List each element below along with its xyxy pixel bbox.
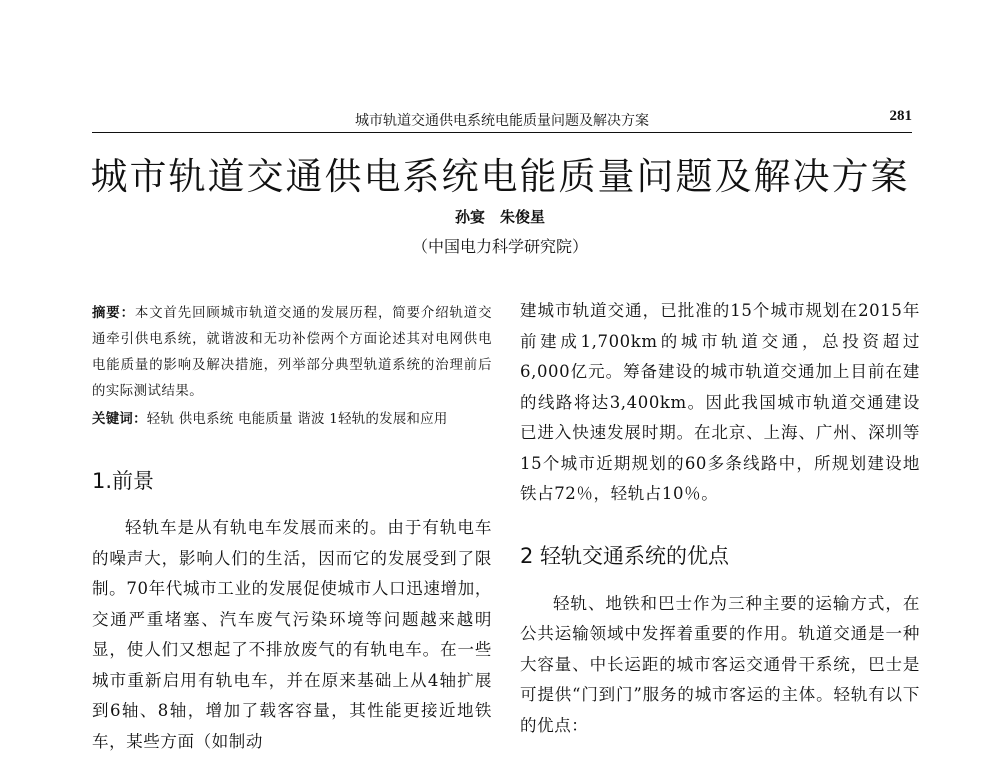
abstract bbox=[92, 300, 492, 405]
paper-authors: 孙宴 朱俊星 bbox=[454, 208, 545, 226]
keywords-label: 关键词： bbox=[92, 411, 147, 427]
section-2-paragraph: 轻轨、地铁和巴士作为三种主要的运输方式，在公共运输领域中发挥着重要的作用。轨道交通是一种大容量、中长运距的城市客运交通骨干系统，巴士是可提供“门到门”服务的城市客运的主体。轻轨有以下的优点： bbox=[520, 593, 920, 735]
page-number: 281 bbox=[889, 108, 912, 124]
abstract-label: 摘要： bbox=[92, 305, 135, 321]
section-1-paragraph: 轻轨车是从有轨电车发展而来的。由于有轨电车的噪声大，影响人们的生活，因而它的发展受到了限制。70年代城市工业的发展促使城市人口迅速增加，交通严重堵塞、汽车废气污染环境等问题越来越明显，使人们又想起了不排放废气的有轨电车。在一些城市重新启用有轨电车，并在原来基础上从4轴扩展到6轴、8轴，增加了载客容量，其性能更接近地铁车，某些方面（如制动 bbox=[92, 518, 492, 751]
abstract-text: 本文首先回顾城市轨道交通的发展历程，简要介绍轨道交通牵引供电系统，就谐波和无功补偿两个方面论述其对电网供电电能质量的影响及解决措施，列举部分典型轨道系统的治理前后的实际测试结果。 bbox=[92, 306, 493, 399]
running-header bbox=[92, 108, 912, 133]
paper-title: 城市轨道交通供电系统电能质量问题及解决方案 bbox=[90, 155, 910, 198]
section-2-heading: 2 轻轨交通系统的优点 bbox=[520, 543, 730, 568]
keywords bbox=[92, 406, 492, 433]
running-header-title: 城市轨道交通供电系统电能质量问题及解决方案 bbox=[355, 113, 649, 129]
paper-affiliation: （中国电力科学研究院） bbox=[411, 237, 588, 256]
continued-paragraph: 建城市轨道交通，已批准的15个城市规划在2015年前建成1,700km的城市轨道交通，总投资超过6,000亿元。筹备建设的城市轨道交通加上目前在建的线路将达3,400km。因此我国城市轨道交通建设已进入快速发展时期。在北京、上海、广州、深圳等15个城市近期规划的60多条线路中，所规划建设地铁占72％，轻轨占10％。 bbox=[520, 301, 920, 503]
right-column bbox=[520, 296, 920, 741]
keywords-text: 轻轨 供电系统 电能质量 谐波 1轻轨的发展和应用 bbox=[146, 412, 448, 427]
left-column bbox=[92, 300, 492, 757]
section-1-heading: 1.前景 bbox=[92, 469, 155, 493]
